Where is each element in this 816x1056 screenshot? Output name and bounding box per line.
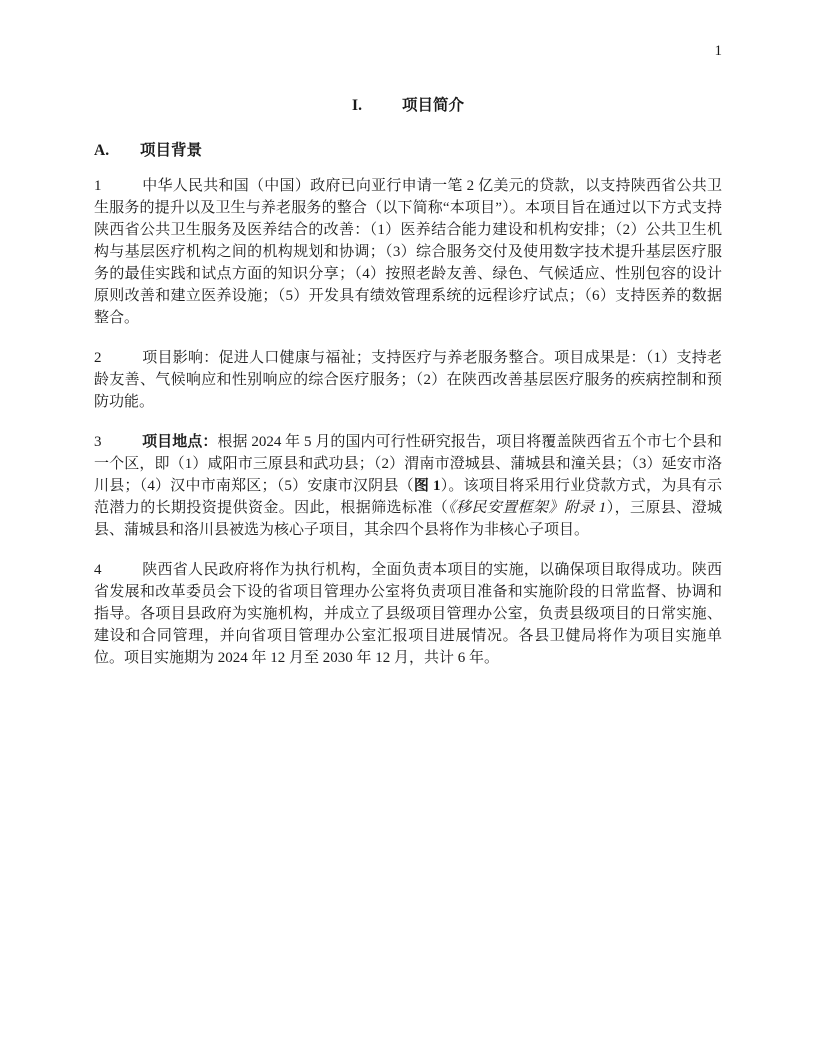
document-title	[94, 95, 722, 117]
text-run: 根据 2024 年 5 月的国内可行性研究报告，项目将覆盖陕西省五个市七个县和一个区，即（1）咸阳市三原县和武功县；（2）渭南市澄城县、蒲城县和潼关县；（3）延安市洛川县；（4）汉中市南郑区；（5）安康市汉阴县（	[94, 434, 722, 494]
text-run: 项目影响：促进人口健康与福祉；支持医疗与养老服务整合。项目成果是：（1）支持老龄友善、气候响应和性别响应的综合医疗服务；（2）在陕西改善基层医疗服务的疾病控制和预防功能。	[94, 350, 722, 410]
paragraph	[94, 431, 722, 541]
section-heading	[94, 140, 722, 162]
section-label: A.	[94, 142, 110, 159]
page-number: 1	[714, 43, 722, 59]
title-text: 项目简介	[401, 97, 464, 114]
paragraph-number: 3	[94, 434, 102, 450]
text-run: 项目地点：	[142, 434, 218, 450]
text-run: ），三原县、澄城县、蒲城县和洛川县被选为核心子项目，其余四个县将作为非核心子项目。	[94, 500, 722, 538]
text-run: 中华人民共和国（中国）政府已向亚行申请一笔 2 亿美元的贷款，以支持陕西省公共卫生服务的提升以及卫生与养老服务的整合（以下简称“本项目”）。本项目旨在通过以下方式支持陕西省公共卫生服务及医养结合的改善：（1）医养结合能力建设和机构安排；（2）公共卫生机构与基层医疗机构之间的机构规划和协调；（3）综合服务交付及使用数字技术提升基层医疗服务的最佳实践和试点方面的知识分享；（4）按照老龄友善、绿色、气候适应、性别包容的设计原则改善和建立医养设施；（5）开发具有绩效管理系统的远程诊疗试点；（6）支持医养的数据整合。	[94, 178, 722, 326]
paragraph	[94, 559, 722, 669]
text-run: 图 1	[413, 478, 441, 494]
title-numeral: I.	[352, 97, 362, 114]
section-heading-text: 项目背景	[140, 142, 203, 159]
paragraph-number: 4	[94, 562, 102, 578]
paragraphs	[94, 175, 722, 669]
paragraph	[94, 175, 722, 329]
paragraph-number: 1	[94, 178, 102, 194]
text-run: 陕西省人民政府将作为执行机构，全面负责本项目的实施，以确保项目取得成功。陕西省发展和改革委员会下设的省项目管理办公室将负责项目准备和实施阶段的日常监督、协调和指导。各项目县政府为实施机构，并成立了县级项目管理办公室，负责县级项目的日常实施、建设和合同管理，并向省项目管理办公室汇报项目进展情况。各县卫健局将作为项目实施单位。项目实施期为 2024 年 12 月至 2030 年 12 月，共计 6 年。	[94, 562, 722, 666]
paragraph-number: 2	[94, 350, 102, 366]
text-run: ）。该项目将采用行业贷款方式，为具有示范潜力的长期投资提供资金。因此，根据筛选标准（	[94, 478, 722, 516]
text-run: 《移民安置框架》附录 1	[448, 500, 607, 516]
paragraph	[94, 347, 722, 413]
